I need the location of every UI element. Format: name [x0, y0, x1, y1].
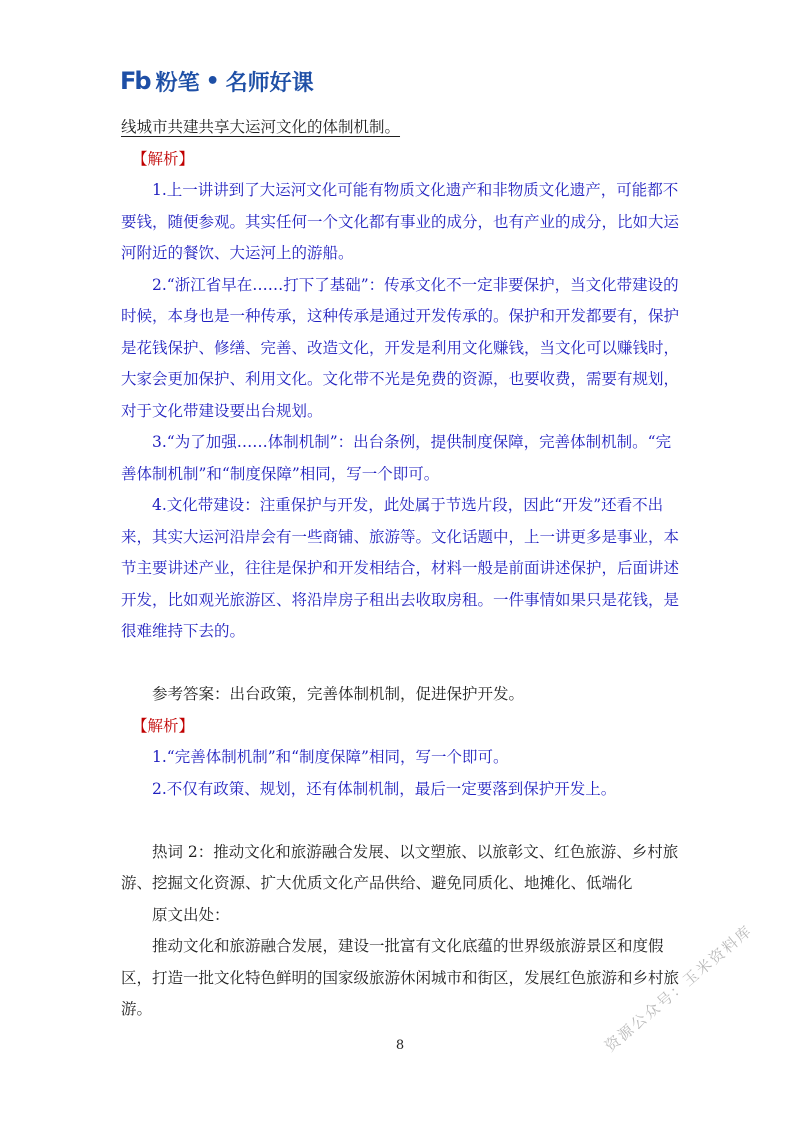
analysis-item: 2.“浙江省早在……打下了基础”：传承文化不一定非要保护，当文化带建设的时候，本身也是一种传承，这种传承是通过开发传承的。保护和开发都要有，保护是花钱保护、修缮、完善、改造文化，开发是利用文化赚钱，当文化可以赚钱时，大家会更加保护、利用文化。文化带不光是免费的资源，也要收费，需要有规划，对于文化带建设要出台规划。 — [121, 275, 680, 420]
continued-sentence: 线城市共建共享大运河文化的体制机制。 — [121, 118, 401, 136]
page-number: 8 — [395, 1038, 405, 1053]
spacer — [121, 805, 681, 837]
source-text: 推动文化和旅游融合发展，建设一批富有文化底蕴的世界级旅游景区和度假区，打造一批文化特色鲜明的国家级旅游休闲城市和街区，发展红色旅游和乡村旅游。 — [121, 937, 680, 1018]
analysis-item: 2.不仅有政策、规划，还有体制机制，最后一定要落到保护开发上。 — [152, 779, 617, 798]
brand-subtitle: 名师好课 — [225, 70, 314, 96]
analysis-tag-1: 【解析】 — [132, 149, 195, 168]
brand-name: 粉笔 — [155, 70, 200, 96]
hotword-paragraph: 热词 2：推动文化和旅游融合发展、以文塑旅、以旅彰文、红色旅游、乡村旅游、挖掘文化资源、扩大优质文化产品供给、避免同质化、地摊化、低端化 — [121, 842, 679, 892]
analysis-item: 4.文化带建设：注重保护与开发，此处属于节选片段，因此“开发”还看不出来，其实大运河沿岸会有一些商铺、旅游等。文化话题中，上一讲更多是事业，本节主要讲述产业，往往是保护和开发相结合，材料一般是前面讲述保护，后面讲述开发，比如观光旅游区、将沿岸房子租出去收取房租。一件事情如果只是花钱，是很难维持下去的。 — [121, 496, 680, 640]
brand-separator: • — [205, 68, 220, 94]
watermark: 资源公众号：玉米资料库 — [601, 921, 757, 1056]
source-label: 原文出处： — [152, 905, 230, 924]
analysis-item: 1.“完善体制机制”和“制度保障”相同，写一个即可。 — [152, 748, 509, 766]
fenbi-logo-mark: Fb — [120, 67, 150, 95]
brand-logo — [120, 66, 314, 96]
reference-answer: 参考答案：出台政策，完善体制机制，促进保护开发。 — [152, 685, 525, 703]
analysis-tag-2: 【解析】 — [132, 716, 195, 735]
spacer — [121, 648, 681, 680]
analysis-item: 3.“为了加强……体制机制”：出台条例，提供制度保障，完善体制机制。“完善体制机制”和“制度保障”相同，写一个即可。 — [121, 433, 672, 483]
analysis-item: 1.上一讲讲到了大运河文化可能有物质文化遗产和非物质文化遗产，可能都不要钱，随便参观。其实任何一个文化都有事业的成分，也有产业的成分，比如大运河附近的餐饮、大运河上的游船。 — [121, 181, 680, 262]
document-body — [121, 112, 681, 1026]
